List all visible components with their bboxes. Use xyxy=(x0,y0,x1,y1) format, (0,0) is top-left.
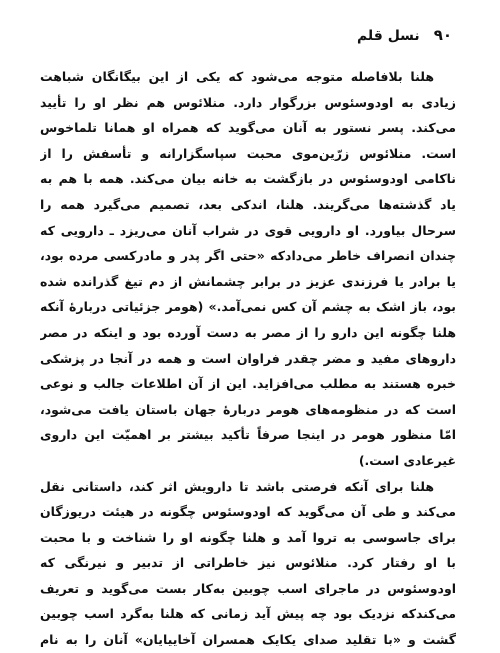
text-line: داروهای مفید و مضر چقدر فراوان است و همه در آنجا در پزشکی xyxy=(40,350,456,366)
text-line: خبره هستند به مطلب می‌افزاید. این از آن اطلاعات جالب و نوعی xyxy=(40,376,456,392)
text-line: برای جاسوسی به تروا آمد و هلنا چگونه او را شناخت و با محبت xyxy=(40,529,456,545)
running-head xyxy=(357,26,452,44)
text-line: است که در منظومه‌های هومر دربارهٔ جهان باستان یافت می‌شود، xyxy=(40,401,456,417)
text-line: چندان انصراف خاطر می‌دادکه «حتی اگر پدر و مادرکسی مرده بود، xyxy=(40,248,456,264)
text-line: هلنا بلافاصله متوجه می‌شود که یکی از این بیگانگان شباهت xyxy=(40,69,434,84)
page-number: ۹۰ xyxy=(433,26,452,44)
text-line: می‌کند و طی آن می‌گوید که اودوسئوس چگونه در هیئت دریوزگان xyxy=(40,504,456,520)
running-title: نسل قلم xyxy=(356,28,420,44)
text-line: می‌کند. پسر نستور به آنان می‌گوید که همراه او همانا تلماخوس xyxy=(40,120,456,136)
text-line: با او رفتار کرد. منلائوس نیز خاطراتی از تدبیر و نیرنگی که xyxy=(40,555,456,571)
text-line: سرحال بیاورد. او دارویی قوی در شراب آنان می‌ریزد ـ دارویی که xyxy=(40,222,456,238)
text-line: هلنا چگونه این دارو را از مصر به دست آورده بود و اینکه در مصر xyxy=(40,324,456,340)
text-line: غیرعادی است.) xyxy=(358,452,456,468)
text-line: هلنا برای آنکه فرصتی باشد تا دارویش اثر کند، داستانی نقل xyxy=(40,478,434,494)
text-line: می‌کندکه نزدیک بود چه پیش آید زمانی که هلنا به‌گرد اسب چوبین xyxy=(40,606,456,622)
text-line: ناکامی اودوسئوس در بازگشت به خانه بیان می‌کند. همه با هم به xyxy=(40,171,456,187)
paragraph-2 xyxy=(40,474,456,653)
text-line: بود، باز اشک به چشم آن کس نمی‌آمد.» (هومر جزئیاتی دربارهٔ آنکه xyxy=(40,299,456,315)
text-line: یا برادر یا فرزندی عزیز در برابر چشمانش از دم تیغ گذرانده شده xyxy=(40,273,456,289)
text-line: اودوسئوس در ماجرای اسب چوبین به‌کار بست می‌گوید و تعریف xyxy=(40,580,456,596)
paragraph-1 xyxy=(40,64,456,474)
text-line: گشت و «با تقلید صدای یکایک همسران آخاییایان» آنان را به نام xyxy=(40,632,456,648)
text-line: زیادی به اودوسئوس بزرگوار دارد. منلائوس هم نظر او را تأیید xyxy=(40,94,456,110)
text-line: یاد گذشته‌ها می‌گریند. هلنا، اندکی بعد، تصمیم می‌گیرد همه را xyxy=(40,196,456,212)
body-text xyxy=(40,64,456,653)
text-line: امّا منظور هومر در اینجا صرفاً تأکید بیشتر بر اهمیّت این داروی xyxy=(40,427,456,443)
text-line: است. منلائوس زرّین‌موی محبت سپاسگزارانه و تأسفش را از xyxy=(40,145,456,161)
